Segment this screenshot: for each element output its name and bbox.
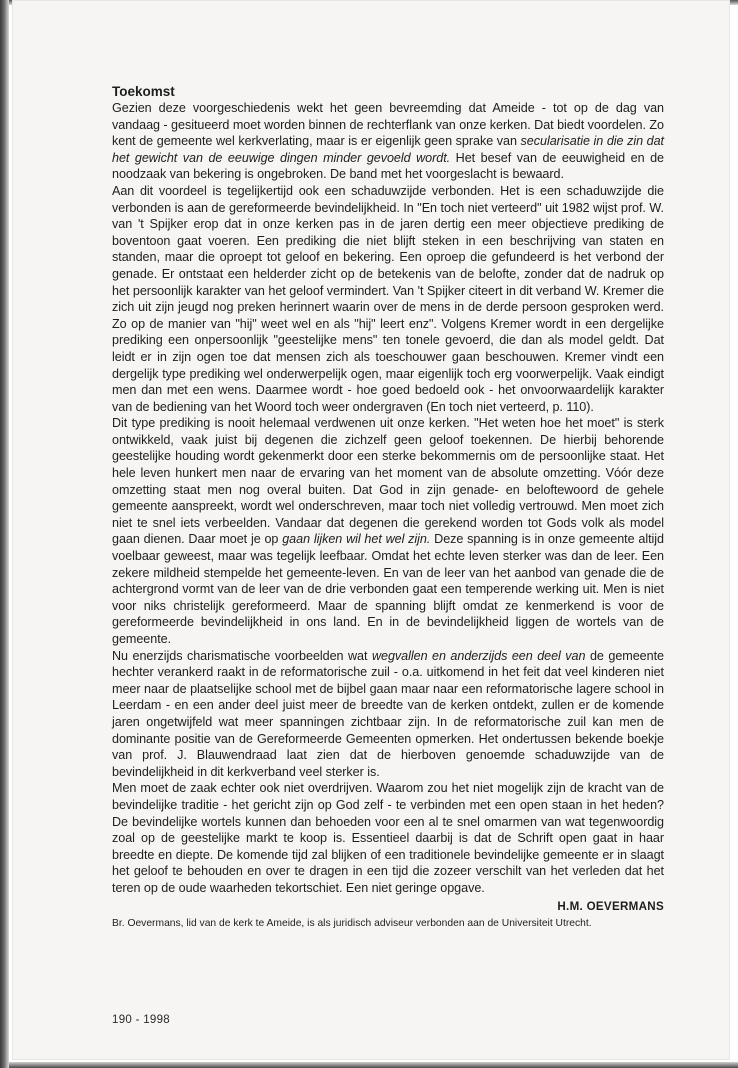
page-number: 190 - 1998	[112, 1014, 170, 1026]
paragraph-5: Men moet de zaak echter ook niet overdrijven. Waarom zou het niet mogelijk zijn de kracht van de bevindelijke traditie - het gericht zijn op God zelf - te verbinden met een open staan in het heden? De bevindelijke wortels kunnen dan behoeden voor een al te snel omarmen van wat tegenwoordig zoal op de geestelijke markt te koop is. Essentieel daarbij is dat de Schrift open gaat in haar breedte en diepte. De komende tijd zal blijken of een traditionele bevindelijke gemeente er in slaagt het geloof te behouden en over te dragen in een tijd die zozeer verschilt van het verleden dat het teren op de oude waarheden tekortschiet. Een niet geringe opgave.	[112, 781, 664, 895]
paragraph-4	[112, 648, 664, 781]
paragraph-4-end: de gemeente hechter verankerd raakt in de reformatorische zuil - o.a. uitkomend in het feit dat veel kinderen niet meer naar de plaatselijke school met de bijbel gaan maar naar een reformatorische lagere school in Leerdam - en een ander deel juist meer de breedte van de kerken ontdekt, zullen er de komende jaren ongetwijfeld wat meer spanningen zichtbaar zijn. In de reformatorische zuil kan men de dominante positie van de Gereformeerde Gemeenten opmerken. Het ondertussen bekende boekje van prof. J. Blauwendraad laat zien dat de hierboven genoemde schaduwzijde van de bevindelijkheid in dit kerkverband veel sterker is.	[112, 648, 664, 779]
paragraph-1-text: Gezien deze voorgeschiedenis wekt het geen bevreemding dat Ameide - tot op de dag van vandaag - gesitueerd moet worden binnen de rechterflank van onze kerken. Dat biedt voordelen. Zo kent de gemeente wel kerkverlating, maar is er eigenlijk geen sprake van	[112, 101, 664, 149]
paragraph-1-italic: secularisatie in die zin dat het gewicht van de eeuwige dingen minder gevoeld wordt.	[112, 134, 665, 165]
article	[112, 84, 664, 931]
paragraph-1-end: Het besef van de eeuwigheid en de noodzaak van bekering is ongebroken. De band met het voorgeslacht is bewaard.	[112, 150, 664, 182]
paragraph-3-text: Dit type prediking is nooit helemaal verdwenen uit onze kerken. "Het weten hoe het moet" is sterk ontwikkeld, vaak juist bij degenen die zichzelf geen geloof toekennen. De hierbij behorende geestelijke houding wordt gekenmerkt door een sterke bekommernis om de persoonlijke staat. Het hele leven hunkert men naar de ervaring van het moment van de absolute omzetting. Vóór deze omzetting staat men nog overal buiten. Dat God in zijn genade- en beloftewoord de gehele gemeente aanspreekt, wordt wel onderschreven, maar toch niet volledig vertrouwd. Men moet zich niet te snel iets verbeelden. Vandaar dat degenen die gerekend worden tot Gods volk als model gaan dienen. Daar moet je op	[112, 416, 664, 547]
author-signature: H.M. OEVERMANS	[557, 899, 664, 913]
author-note: Br. Oevermans, lid van de kerk te Ameide, is als juridisch adviseur verbonden aan de Universiteit Utrecht.	[112, 917, 592, 929]
scan-edge-bottom	[9, 1062, 738, 1068]
paragraph-3-italic: gaan lijken wil het wel zijn.	[282, 532, 431, 547]
paragraph-1	[112, 100, 664, 183]
scan-edge-left	[0, 0, 9, 1068]
section-heading: Toekomst	[112, 84, 175, 99]
paragraph-2: Aan dit voordeel is tegelijkertijd ook een schaduwzijde verbonden. Het is een schaduwzijde die verbonden is aan de gereformeerde bevindelijkheid. In "En toch niet verteerd" uit 1982 wijst prof. W. van 't Spijker erop dat in onze kerken pas in de jaren dertig een meer objectieve prediking de boventoon gaat voeren. Een prediking die niet blijft steken in een beschrijving van staten en standen, maar die oproept tot geloof en bekering. Een oproep die gefundeerd is het verbond der genade. Er ontstaat een helderder zicht op de betekenis van de belofte, zonder dat de nadruk op het persoonlijk karakter van het geloof vermindert. Van 't Spijker citeert in dit verband W. Kremer die zich uit zijn jeugd nog preken herinnert waarin over de mens in de derde persoon gesproken werd. Zo op de manier van "hij" weet wel en als "hij" leert enz". Volgens Kremer wordt in een dergelijke prediking een onpersoonlijk "geestelijke mens" ten tonele gevoerd, die dan als model geldt. Dat leidt er in zijn ogen toe dat mensen zich als toeschouwer gaan beschouwen. Kremer vindt een dergelijk type prediking wel onderwerpelijk ogen, maar eigenlijk toch erg voorwerpelijk. Vaak eindigt men dan met een wens. Daarmee wordt - hoe goed bedoeld ook - het onvoorwaardelijk karakter van de bediening van het Woord toch weer ondergraven (En toch niet verteerd, p. 110).	[112, 183, 664, 414]
paragraph-4-text: Nu enerzijds charismatische voorbeelden wat	[112, 648, 368, 663]
paragraph-3-end: Deze spanning is in onze gemeente altijd voelbaar geweest, maar was tegelijk leefbaar. Omdat het echte leven sterker was dan de leer. Een zekere mildheid stempelde het gemeente-leven. En van de leer van het aanbod van genade die de achtergrond vormt van de leer van de drie verbonden gaat een temperende werking uit. Men is niet voor niks christelijk gereformeerd. Maar de spanning blijft omdat ze kenmerkend is voor de gereformeerde bevindelijkheid in ons land. En in de bevindelijkheid liggen de wortels van de gemeente.	[112, 532, 664, 646]
paragraph-3	[112, 415, 664, 647]
paragraph-4-italic: wegvallen en anderzijds een deel van	[371, 648, 586, 663]
